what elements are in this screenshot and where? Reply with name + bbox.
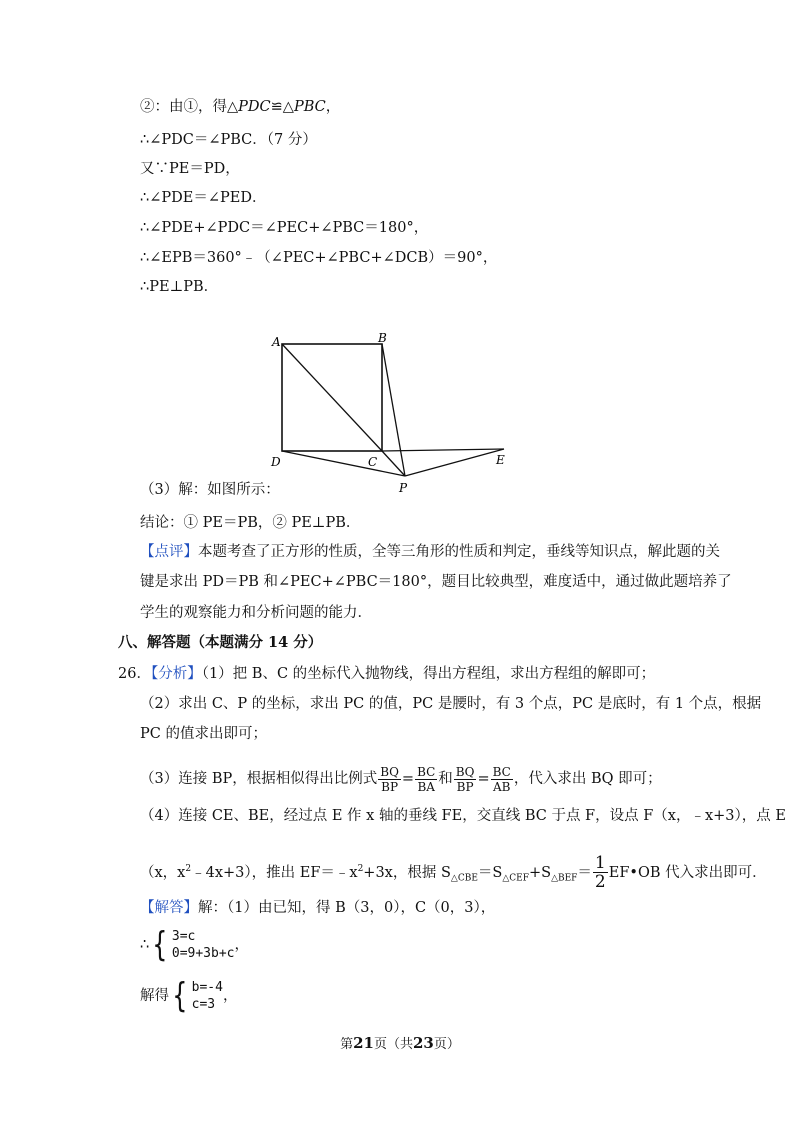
- q26-line-3: PC 的值求出即可；: [140, 726, 267, 742]
- segment-pe: [405, 449, 504, 476]
- q26-line-5: （4）连接 CE、BE，经过点 E 作 x 轴的垂线 FE，交直线 BC 于点 F，设点 F（x，﹣x+3），点 E: [140, 808, 786, 824]
- fraction-bc-ba: $\frac{BC}{BA}$: [417, 764, 436, 794]
- comment-line-1: 【点评】本题考查了正方形的性质，全等三角形的性质和判定，垂线等知识点，解此题的关: [140, 544, 720, 560]
- solution-line-1: 【解答】解：（1）由已知，得 B（3，0），C（0，3），: [140, 900, 496, 916]
- segment-dp: [282, 451, 405, 476]
- proof-line-7: ∴PE⊥PB．: [140, 279, 219, 295]
- proof-line-6: ∴∠EPB＝360°﹣（∠PEC+∠PBC+∠DCB）＝90°，: [140, 250, 498, 266]
- geometry-figure: [268, 330, 518, 500]
- part3-solve: （3）解：如图所示：: [140, 482, 280, 498]
- label-c: C: [368, 455, 378, 469]
- proof-line-3: 又∵PE＝PD，: [140, 161, 240, 177]
- equation-system-1: ∴ { 3=c 0=9+3b+c ，: [140, 925, 249, 965]
- section-title: 八、解答题（本题满分 14 分）: [118, 634, 323, 651]
- q26-line-4: （3）连接 BP，根据相似得出比例式 $\frac{BQ}{BP}$ = $\frac{BC}{BA}$ 和 $\frac{BQ}{BP}$ = $\frac{BC}{AB}$ ，代入求出 BQ 即可；: [140, 764, 662, 794]
- diagonal-ac: [282, 344, 382, 451]
- comment-line-2: 键是求出 PD＝PB 和∠PEC+∠PBC＝180°，题目比较典型，难度适中，通过做此题培养了: [140, 574, 732, 590]
- part3-conclusion: 结论：① PE＝PB，② PE⊥PB．: [140, 515, 361, 531]
- label-b: B: [378, 331, 387, 345]
- fraction-one-half: $\frac{1}{2}$: [594, 853, 606, 893]
- comment-line-3: 学生的观察能力和分析问题的能力．: [140, 605, 372, 621]
- fraction-bq-bp-2: $\frac{BQ}{BP}$: [455, 764, 475, 794]
- label-e: E: [496, 453, 505, 467]
- comment-tag: 【点评】: [140, 544, 198, 560]
- q26-line-6: （x，$x^2﹣4x+3$），推出 $EF=﹣x^2+3x$，根据 $S_{\triangle CBE}=S_{\triangle CEF}+S_{\triangle BEF}=$ $\frac{1}{2}$ EF•OB 代入求出即可．: [140, 853, 767, 893]
- label-p: P: [399, 481, 408, 495]
- fraction-bq-bp: $\frac{BQ}{BP}$: [380, 764, 399, 794]
- proof-line-5: ∴∠PDE+∠PDC＝∠PEC+∠PBC＝180°，: [140, 220, 429, 236]
- analysis-tag: 【分析】: [150, 666, 202, 682]
- q26-line-1: 26．【分析】（1）把 B、C 的坐标代入抛物线，得出方程组，求出方程组的解即可；: [118, 666, 656, 682]
- fraction-bc-ab: $\frac{BC}{AB}$: [492, 764, 511, 794]
- solution-tag: 【解答】: [140, 900, 198, 916]
- equation-system-2: 解得 { b=-4 c=3 ，: [140, 976, 238, 1016]
- proof-line-1: ②：由①，得△PDC≌△PBC，: [140, 99, 341, 115]
- page-footer: 第21页（共23页）: [340, 1034, 460, 1052]
- label-d: D: [271, 455, 281, 469]
- proof-line-2: ∴∠PDC＝∠PBC．（7 分）: [140, 132, 317, 148]
- proof-line-4: ∴∠PDE＝∠PED．: [140, 190, 267, 206]
- label-a: A: [272, 335, 281, 349]
- segment-bp: [382, 344, 405, 476]
- q26-line-2: （2）求出 C、P 的坐标，求出 PC 的值，PC 是腰时，有 3 个点，PC 是底时，有 1 个点，根据: [140, 696, 762, 712]
